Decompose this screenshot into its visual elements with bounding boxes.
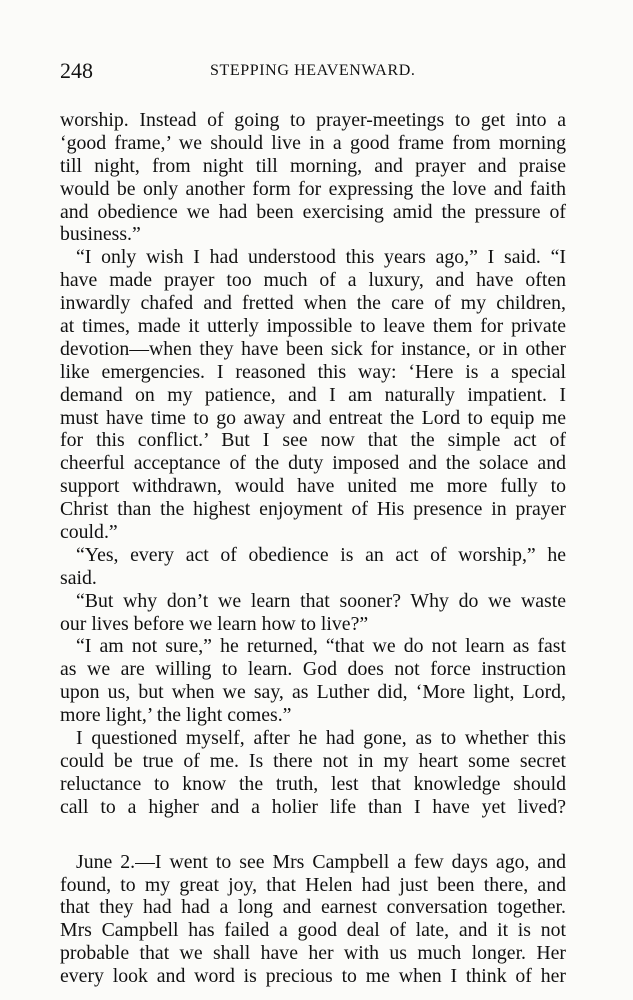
text-line: support withdrawn, would have united me more fully to <box>60 475 566 498</box>
text-line: at times, made it utterly impossible to leave them for private <box>60 315 566 338</box>
text-line: “But why don’t we learn that sooner? Why do we waste <box>76 589 566 612</box>
text-line: “Yes, every act of obedience is an act of worship,” he <box>76 543 566 566</box>
text-line: “I only wish I had understood this years ago,” I said. “I <box>76 246 566 269</box>
text-line: devotion—when they have been sick for instance, or in other <box>60 337 566 360</box>
text-line: have made prayer too much of a luxury, and have often <box>60 269 566 292</box>
section-break <box>60 819 566 851</box>
text-line: every look and word is precious to me when I think of her <box>60 965 566 988</box>
text-line: June 2.—I went to see Mrs Campbell a few days ago, and <box>76 850 566 873</box>
text-line: found, to my great joy, that Helen had just been there, and <box>60 873 566 896</box>
text-line: could.” <box>60 521 118 544</box>
text-line: Mrs Campbell has failed a good deal of late, and it is not <box>60 919 566 942</box>
body-text <box>60 109 566 988</box>
text-line: as we are willing to learn. God does not force instruction <box>60 658 566 681</box>
text-line: and obedience we had been exercising amid the pressure of <box>60 200 566 223</box>
text-line: reluctance to know the truth, lest that knowledge should <box>60 772 566 795</box>
text-line: more light,’ the light comes.” <box>60 704 292 727</box>
text-line: upon us, but when we say, as Luther did, ‘More light, Lord, <box>60 681 566 704</box>
text-line: call to a higher and a holier life than I have yet lived? <box>60 795 566 818</box>
text-line: inwardly chafed and fretted when the care of my children, <box>60 292 566 315</box>
text-line: demand on my patience, and I am naturally impatient. I <box>60 383 566 406</box>
page-header <box>60 58 566 88</box>
text-line: “I am not sure,” he returned, “that we do not learn as fast <box>76 635 566 658</box>
text-line: I questioned myself, after he had gone, as to whether this <box>76 727 566 750</box>
text-line: business.” <box>60 223 141 246</box>
text-line: probable that we shall have her with us much longer. Her <box>60 942 566 965</box>
text-line: till night, from night till morning, and prayer and praise <box>60 154 566 177</box>
text-line: would be only another form for expressing the love and faith <box>60 177 566 200</box>
page-number: 248 <box>60 58 93 83</box>
text-line: cheerful acceptance of the duty imposed and the solace and <box>60 452 566 475</box>
text-line: Christ than the highest enjoyment of His presence in prayer <box>60 498 566 521</box>
text-line: that they had had a long and earnest conversation together. <box>60 896 566 919</box>
text-line: for this conflict.’ But I see now that the simple act of <box>60 429 566 452</box>
text-line: said. <box>60 566 97 589</box>
text-line: like emergencies. I reasoned this way: ‘Here is a special <box>60 360 566 383</box>
running-head: STEPPING HEAVENWARD. <box>210 62 416 79</box>
text-line: worship. Instead of going to prayer-meetings to get into a <box>60 109 566 131</box>
text-line: ‘good frame,’ we should live in a good frame from morning <box>60 131 566 154</box>
text-line: could be true of me. Is there not in my heart some secret <box>60 749 566 772</box>
text-line: must have time to go away and entreat the Lord to equip me <box>60 406 566 429</box>
text-line: our lives before we learn how to live?” <box>60 612 369 635</box>
